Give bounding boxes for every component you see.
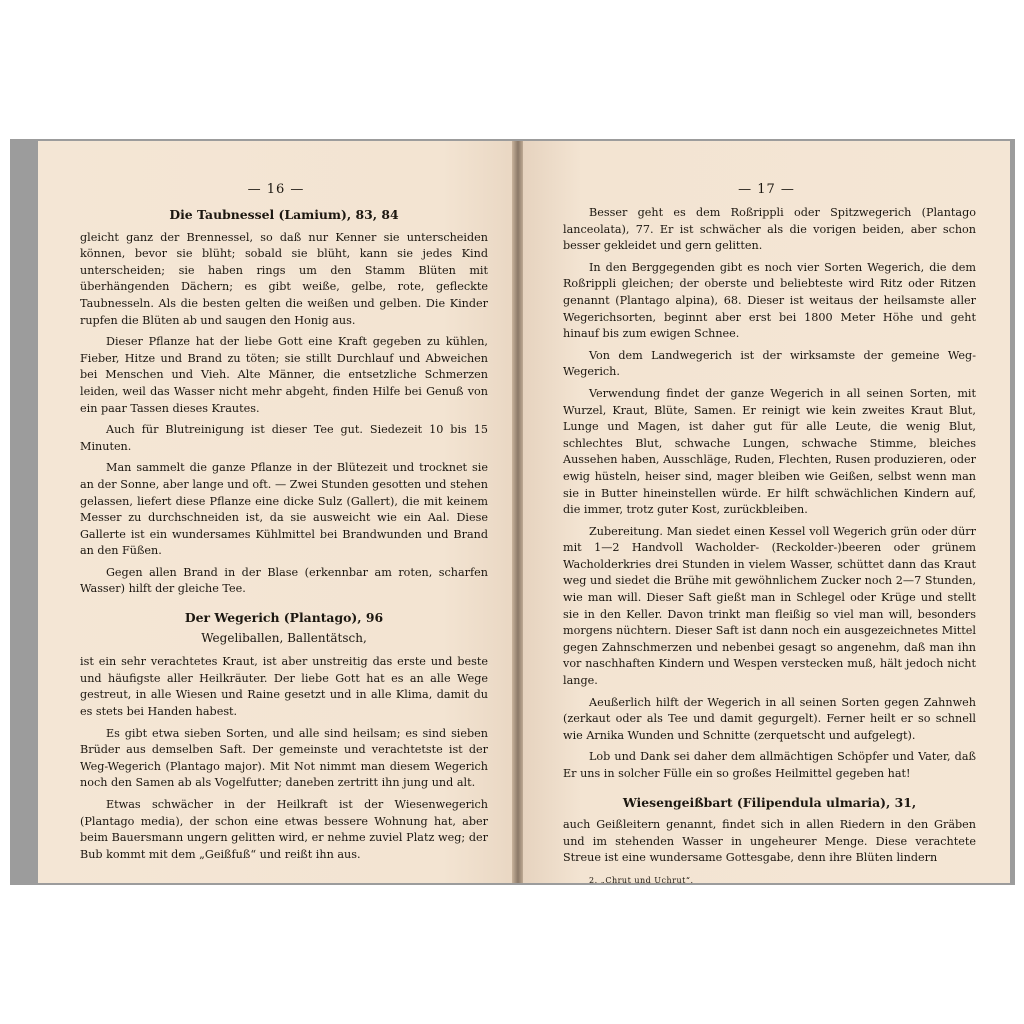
heading-taubnessel: Die Taubnessel (Lamium), 83, 84 — [169, 207, 399, 222]
paragraph: Auch für Blutreinigung ist dieser Tee gut. Siedezeit 10 bis 15 Minuten. — [80, 423, 488, 453]
paragraph: Aeußerlich hilft der Wegerich in all seinen Sorten gegen Zahnweh (zerkaut oder als Tee und damit gegurgelt). Ferner heilt er so schnell wie Arnika Wunden und Schnitte (zerquetscht und aufgelegt). — [563, 695, 976, 742]
paragraph: Zubereitung. Man siedet einen Kessel voll Wegerich grün oder dürr mit 1—2 Handvoll Wacholder- (Reckolder-)beeren oder grünem Wacholderkries drei Stunden in vielem Wasser, schüttet dann das Kraut weg und siedet die Brühe mit gewöhnlichem Zucker noch 2—7 Stunden, wie man will. Dieser Saft gießt man in Schlegel oder Krüge und stellt sie in den Keller. Davon trinkt man fleißig so viel man will, besonders morgens nüchtern. Dieser Saft ist dann noch ein ausgezeichnetes Mittel gegen Zahnschmerzen und nebenbei gesagt so angenehm, daß man ihn vor naschhaften Kindern und Wespen verstecken muß, hält jedoch nicht lange. — [563, 524, 976, 688]
paragraph: In den Berggegenden gibt es noch vier Sorten Wegerich, die dem Roßrippli gleichen; der oberste und beliebteste wird Ritz oder Ritzen genannt (Plantago alpina), 68. Dieser ist weitaus der heilsamste aller Wegerichsorten, beginnt aber erst bei 1800 Meter Höhe und geht hinauf bis zum ewigen Schnee. — [563, 260, 976, 341]
paragraph: ist ein sehr verachtetes Kraut, ist aber unstreitig das erste und beste und häufigste aller Heilkräuter. Der liebe Gott hat es an alle Wege gestreut, in alle Wiesen und Raine gesetzt und in alle Klima, damit du es stets bei Handen habest. — [80, 655, 488, 719]
paragraph: Gegen allen Brand in der Blase (erkennbar am roten, scharfen Wasser) hilft der gleiche Tee. — [80, 565, 488, 596]
paragraph: Dieser Pflanze hat der liebe Gott eine Kraft gegeben zu kühlen, Fieber, Hitze und Brand zu töten; sie stillt Durchlauf und Abweichen bei Menschen und Vieh. Alte Männer, die entsetzliche Schmerzen leiden, weil das Wasser nicht mehr abgeht, finden Hilfe bei Genuß von ein paar Tassen dieses Krautes. — [80, 335, 488, 415]
paragraph: Etwas schwächer in der Heilkraft ist der Wiesenwegerich (Plantago media), der schon eine etwas bessere Wohnung hat, aber beim Bauersmann ungern gelitten wird, er nehme zuviel Platz weg; der Bub kommt mit dem „Geißfuß“ und reißt ihn aus. — [80, 798, 488, 861]
paragraph: Es gibt etwa sieben Sorten, und alle sind heilsam; es sind sieben Brüder aus demselben Saft. Der gemeinste und verachtetste ist der Weg-Wegerich (Plantago major). Mit Not nimmt man diesem Wegerich noch den Samen ab als Vogelfutter; daneben zertritt ihn jung und alt. — [80, 726, 488, 790]
paragraph: Verwendung findet der ganze Wegerich in all seinen Sorten, mit Wurzel, Kraut, Blüte, Samen. Er reinigt wie kein zweites Kraut Blut, Lunge und Magen, ist daher gut für alle Leute, die wenig Blut, schlechtes Blut, schwache Lungen, schwache Stimme, bleiches Aussehen haben, Ausschläge, Ruden, Flechten, Rusen produzieren, oder ewig hüsteln, heiser sind, mager bleiben wie Geißen, selbst wenn man sie in Butter hineinstellen würde. Er hilft schwächlichen Kindern auf, die immer, trotz guter Kost, zurückbleiben. — [563, 386, 976, 517]
page-number-left: — 16 — — [247, 182, 305, 197]
right-page-body — [563, 205, 976, 883]
left-page-body — [80, 205, 488, 868]
left-page — [38, 141, 514, 883]
paragraph: gleicht ganz der Brennessel, so daß nur Kenner sie unterscheiden können, bevor sie blüht; sobald sie blüht, kann sie jedes Kind unterscheiden; sie haben rings um den Stamm Blüten mit überhängenden Dächern; es gibt weiße, gelbe, rote, gefleckte Taubnesseln. Als die besten gelten die weißen und gelben. Die Kinder rupfen die Blüten ab und saugen den Honig aus. — [80, 230, 488, 327]
paragraph: Man sammelt die ganze Pflanze in der Blütezeit und trocknet sie an der Sonne, aber lange und oft. — Zwei Stunden gesotten und stehen gelassen, liefert diese Pflanze eine dicke Sulz (Gallert), die mit keinem Messer zu durchschneiden ist, da sie ausweicht wie ein Aal. Diese Gallerte ist ein wundersames Kühlmittel bei Brandwunden und Brand an den Füßen. — [80, 461, 488, 558]
heading-wegerich: Der Wegerich (Plantago), 96 — [184, 610, 384, 626]
paragraph: Von dem Landwegerich ist der wirksamste der gemeine Weg-Wegerich. — [563, 348, 976, 379]
page-number-right: — 17 — — [738, 182, 795, 197]
footnote: 2. „Chrut und Uchrut“. — [589, 875, 694, 883]
heading-wiesengeissbart: Wiesengeißbart (Filipendula ulmaria), 31, — [622, 794, 917, 810]
subheading-wegerich: Wegeliballen, Ballentätsch, — [201, 630, 367, 645]
paragraph: Besser geht es dem Roßrippli oder Spitzwegerich (Plantago lanceolata), 77. Er ist schwächer als die vorigen beiden, aber schon besser gekleidet und gern gelitten. — [563, 206, 976, 253]
right-page — [523, 141, 1010, 883]
paragraph: auch Geißleitern genannt, findet sich in allen Riedern in den Gräben und im stehenden Wasser in ungeheurer Menge. Diese verachtete Streue ist eine wundersame Gottesgabe, denn ihre Blüten lindern — [563, 818, 976, 865]
paragraph: Lob und Dank sei daher dem allmächtigen Schöpfer und Vater, daß Er uns in solcher Fülle ein so großes Heilmittel gegeben hat! — [563, 750, 976, 780]
